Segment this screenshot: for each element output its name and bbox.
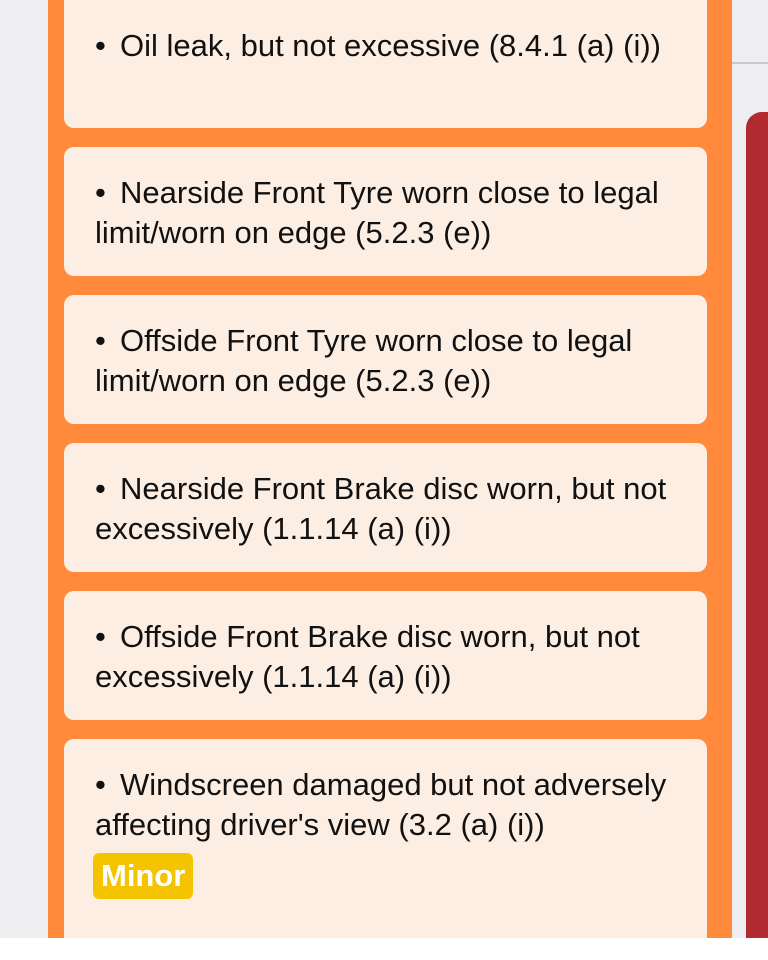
defect-description: Nearside Front Tyre worn close to legal limit/worn on edge (5.2.3 (e)) [95,175,659,250]
adjacent-card-edge [746,112,768,938]
bullet-icon: • [95,175,106,210]
defect-description: Oil leak, but not excessive (8.4.1 (a) (i)) [120,28,661,63]
defect-item [64,147,707,276]
bullet-icon: • [95,619,106,654]
defect-item [64,443,707,572]
bullet-icon: • [95,767,106,802]
defect-text [95,173,687,253]
defect-text [95,765,687,845]
defect-item [64,739,707,938]
bullet-icon: • [95,323,106,358]
defect-description: Windscreen damaged but not adversely affecting driver's view (3.2 (a) (i)) [95,767,667,842]
bottom-edge [0,938,768,960]
severity-badge-minor: Minor [93,853,193,899]
defect-item [64,591,707,720]
defect-description: Nearside Front Brake disc worn, but not excessively (1.1.14 (a) (i)) [95,471,667,546]
defect-description: Offside Front Tyre worn close to legal limit/worn on edge (5.2.3 (e)) [95,323,633,398]
defect-text [95,469,687,549]
defect-text [95,617,687,697]
bullet-icon: • [95,471,106,506]
defect-description: Offside Front Brake disc worn, but not excessively (1.1.14 (a) (i)) [95,619,640,694]
defect-item [64,0,707,128]
defect-text [95,321,687,401]
divider-line [732,62,768,64]
bullet-icon: • [95,28,106,63]
defect-text [95,26,687,66]
defect-item [64,295,707,424]
advisory-defects-panel [48,0,732,938]
